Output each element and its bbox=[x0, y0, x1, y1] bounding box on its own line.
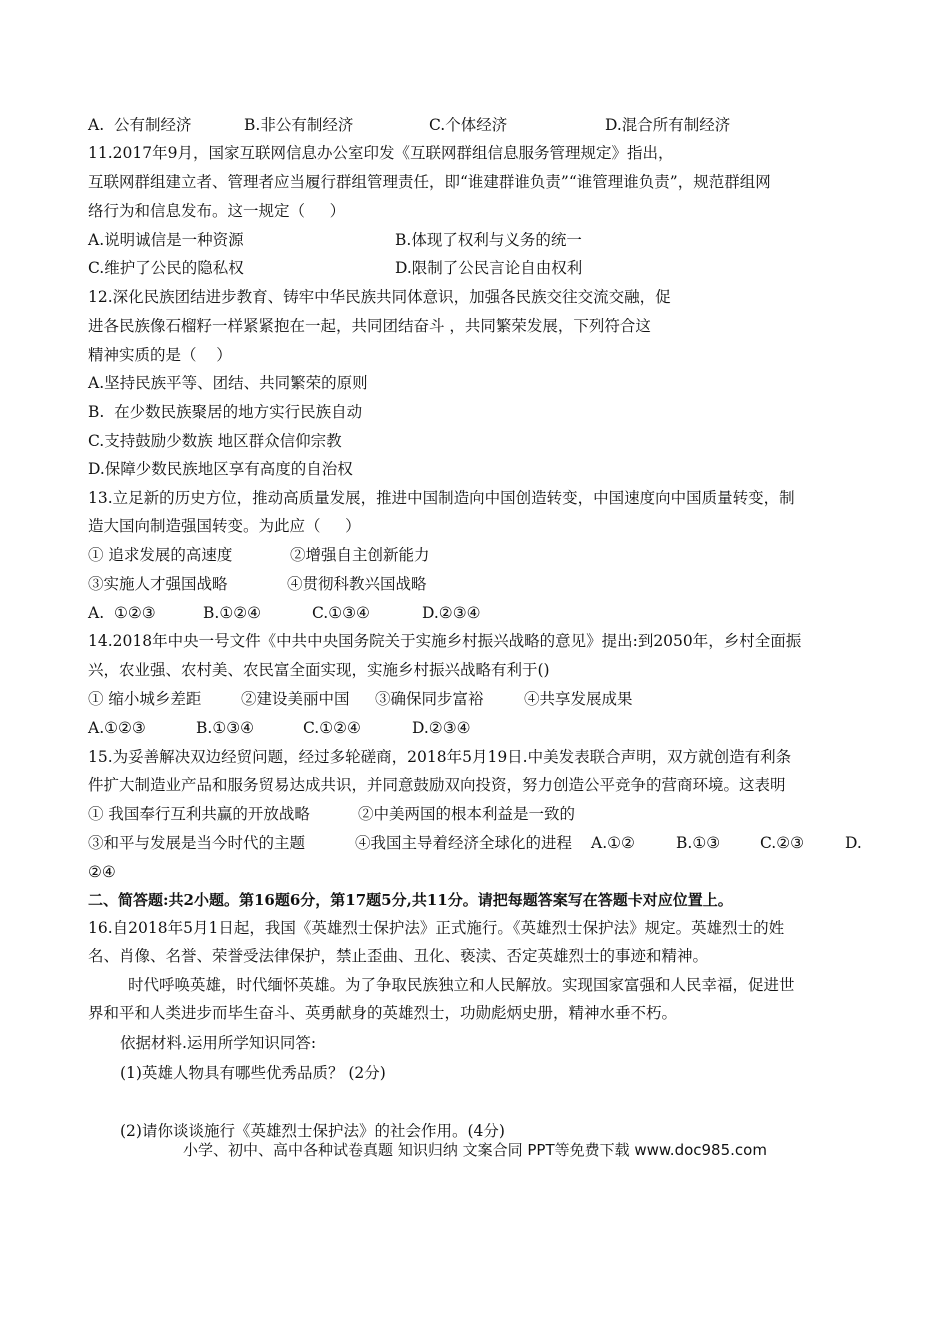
q13-statement-4: ④贯彻科教兴国战略 bbox=[287, 575, 427, 593]
q11-option-a: A.说明诚信是一种资源 bbox=[88, 231, 244, 249]
q14-statement-3: ③确保同步富裕 bbox=[375, 690, 484, 708]
section-heading: 二、简答题:共2小题。第16题6分，第17题5分,共11分。请把每题答案写在答题卡对应位置上。 bbox=[88, 891, 733, 909]
q15-option-d-value: ②④ bbox=[88, 863, 116, 881]
q10-option-c: C.个体经济 bbox=[429, 116, 508, 134]
q15-stem-line: 15.为妥善解决双边经贸问题，经过多轮磋商，2018年5月19日.中美发表联合声明，双方就创造有利条 bbox=[88, 748, 792, 766]
footer-banner: 小学、初中、高中各种试卷真题 知识归纳 文案合同 PPT等免费下载 www.doc985.com bbox=[183, 1141, 767, 1159]
q16-subquestion-1: (1)英雄人物具有哪些优秀品质？ (2分) bbox=[120, 1064, 386, 1082]
q12-stem-line: 精神实质的是（ ） bbox=[88, 346, 232, 364]
q16-material-line: 界和平和人类进步而毕生奋斗、英勇献身的英雄烈士，功勋彪炳史册，精神水垂不朽。 bbox=[88, 1004, 678, 1022]
q15-statement-2: ②中美两国的根本利益是一致的 bbox=[358, 805, 576, 823]
q11-option-d: D.限制了公民言论自由权利 bbox=[395, 259, 583, 277]
q12-option-b: B. 在少数民族聚居的地方实行民族自动 bbox=[88, 403, 363, 421]
q12-option-a: A.坚持民族平等、团结、共同繁荣的原则 bbox=[88, 374, 368, 392]
q15-option-b: B.①③ bbox=[676, 834, 721, 852]
q13-statement-3: ③实施人才强国战略 bbox=[88, 575, 228, 593]
q13-statement-1: ① 追求发展的高速度 bbox=[88, 546, 233, 564]
q13-option-a: A. ①②③ bbox=[88, 604, 156, 622]
q13-stem-line: 造大国向制造强国转变。为此应（ ） bbox=[88, 517, 361, 535]
q12-stem-line: 12.深化民族团结进步教育、铸牢中华民族共同体意识，加强各民族交往交流交融，促 bbox=[88, 288, 671, 306]
q10-option-b: B.非公有制经济 bbox=[244, 116, 354, 134]
q12-option-c: C.支持鼓励少数族 地区群众信仰宗教 bbox=[88, 432, 342, 450]
q15-option-a: A.①② bbox=[591, 834, 635, 852]
q15-option-d: D. bbox=[845, 834, 862, 852]
q13-option-d: D.②③④ bbox=[422, 604, 481, 622]
q14-option-b: B.①③④ bbox=[196, 719, 255, 737]
q13-statement-2: ②增强自主创新能力 bbox=[290, 546, 430, 564]
q16-stem-line: 名、肖像、名誉、荣誉受法律保护，禁止歪曲、丑化、亵渎、否定英雄烈士的事迹和精神。 bbox=[88, 947, 709, 965]
q14-option-c: C.①②④ bbox=[303, 719, 361, 737]
q14-stem-line: 兴，农业强、农村美、农民富全面实现，实施乡村振兴战略有利于() bbox=[88, 661, 550, 679]
q12-option-d: D.保障少数民族地区享有高度的自治权 bbox=[88, 460, 353, 478]
q13-stem-line: 13.立足新的历史方位，推动高质量发展，推进中国制造向中国创造转变，中国速度向中国质量转变，制 bbox=[88, 489, 795, 507]
q10-option-a: A. 公有制经济 bbox=[88, 116, 192, 134]
q10-option-d: D.混合所有制经济 bbox=[605, 116, 731, 134]
q15-option-c: C.②③ bbox=[760, 834, 805, 852]
q11-option-c: C.维护了公民的隐私权 bbox=[88, 259, 244, 277]
q11-stem-line: 11.2017年9月，国家互联网信息办公室印发《互联网群组信息服务管理规定》指出， bbox=[88, 144, 674, 162]
q14-option-a: A.①②③ bbox=[88, 719, 146, 737]
q14-stem-line: 14.2018年中央一号文件《中共中央国务院关于实施乡村振兴战略的意见》提出:到2050年，乡村全面振 bbox=[88, 632, 802, 650]
q14-statement-4: ④共享发展成果 bbox=[524, 690, 633, 708]
q15-statement-4: ④我国主导着经济全球化的进程 bbox=[355, 834, 573, 852]
q16-subquestion-2: (2)请你谈谈施行《英雄烈士保护法》的社会作用。(4分) bbox=[120, 1122, 505, 1140]
q13-option-c: C.①③④ bbox=[312, 604, 370, 622]
q12-stem-line: 进各民族像石榴籽一样紧紧抱在一起，共同团结奋斗 ，共同繁荣发展，下列符合这 bbox=[88, 317, 651, 335]
q15-statement-1: ① 我国奉行互利共赢的开放战略 bbox=[88, 805, 310, 823]
q15-statement-3: ③和平与发展是当今时代的主题 bbox=[88, 834, 306, 852]
q13-option-b: B.①②④ bbox=[203, 604, 262, 622]
q14-option-d: D.②③④ bbox=[412, 719, 471, 737]
q11-stem-line: 互联网群组建立者、管理者应当履行群组管理责任，即“谁建群谁负责”“谁管理谁负责”，规范群组网 bbox=[88, 173, 771, 191]
q14-statement-2: ②建设美丽中国 bbox=[241, 690, 350, 708]
q11-stem-line: 络行为和信息发布。这一规定（ ） bbox=[88, 202, 346, 220]
q11-option-b: B.体现了权利与义务的统一 bbox=[395, 231, 582, 249]
q14-statement-1: ① 缩小城乡差距 bbox=[88, 690, 202, 708]
q15-stem-line: 件扩大制造业产品和服务贸易达成共识，并同意鼓励双向投资，努力创造公平竞争的营商环境。这表明 bbox=[88, 776, 786, 794]
q16-stem-line: 16.自2018年5月1日起，我国《英雄烈士保护法》正式施行。《英雄烈士保护法》规定。英雄烈士的姓 bbox=[88, 919, 785, 937]
q16-material-line: 时代呼唤英雄，时代缅怀英雄。为了争取民族独立和人民解放。实现国家富强和人民幸福，促进世 bbox=[128, 976, 795, 994]
q16-instruction: 依据材料.运用所学知识同答: bbox=[120, 1034, 317, 1052]
